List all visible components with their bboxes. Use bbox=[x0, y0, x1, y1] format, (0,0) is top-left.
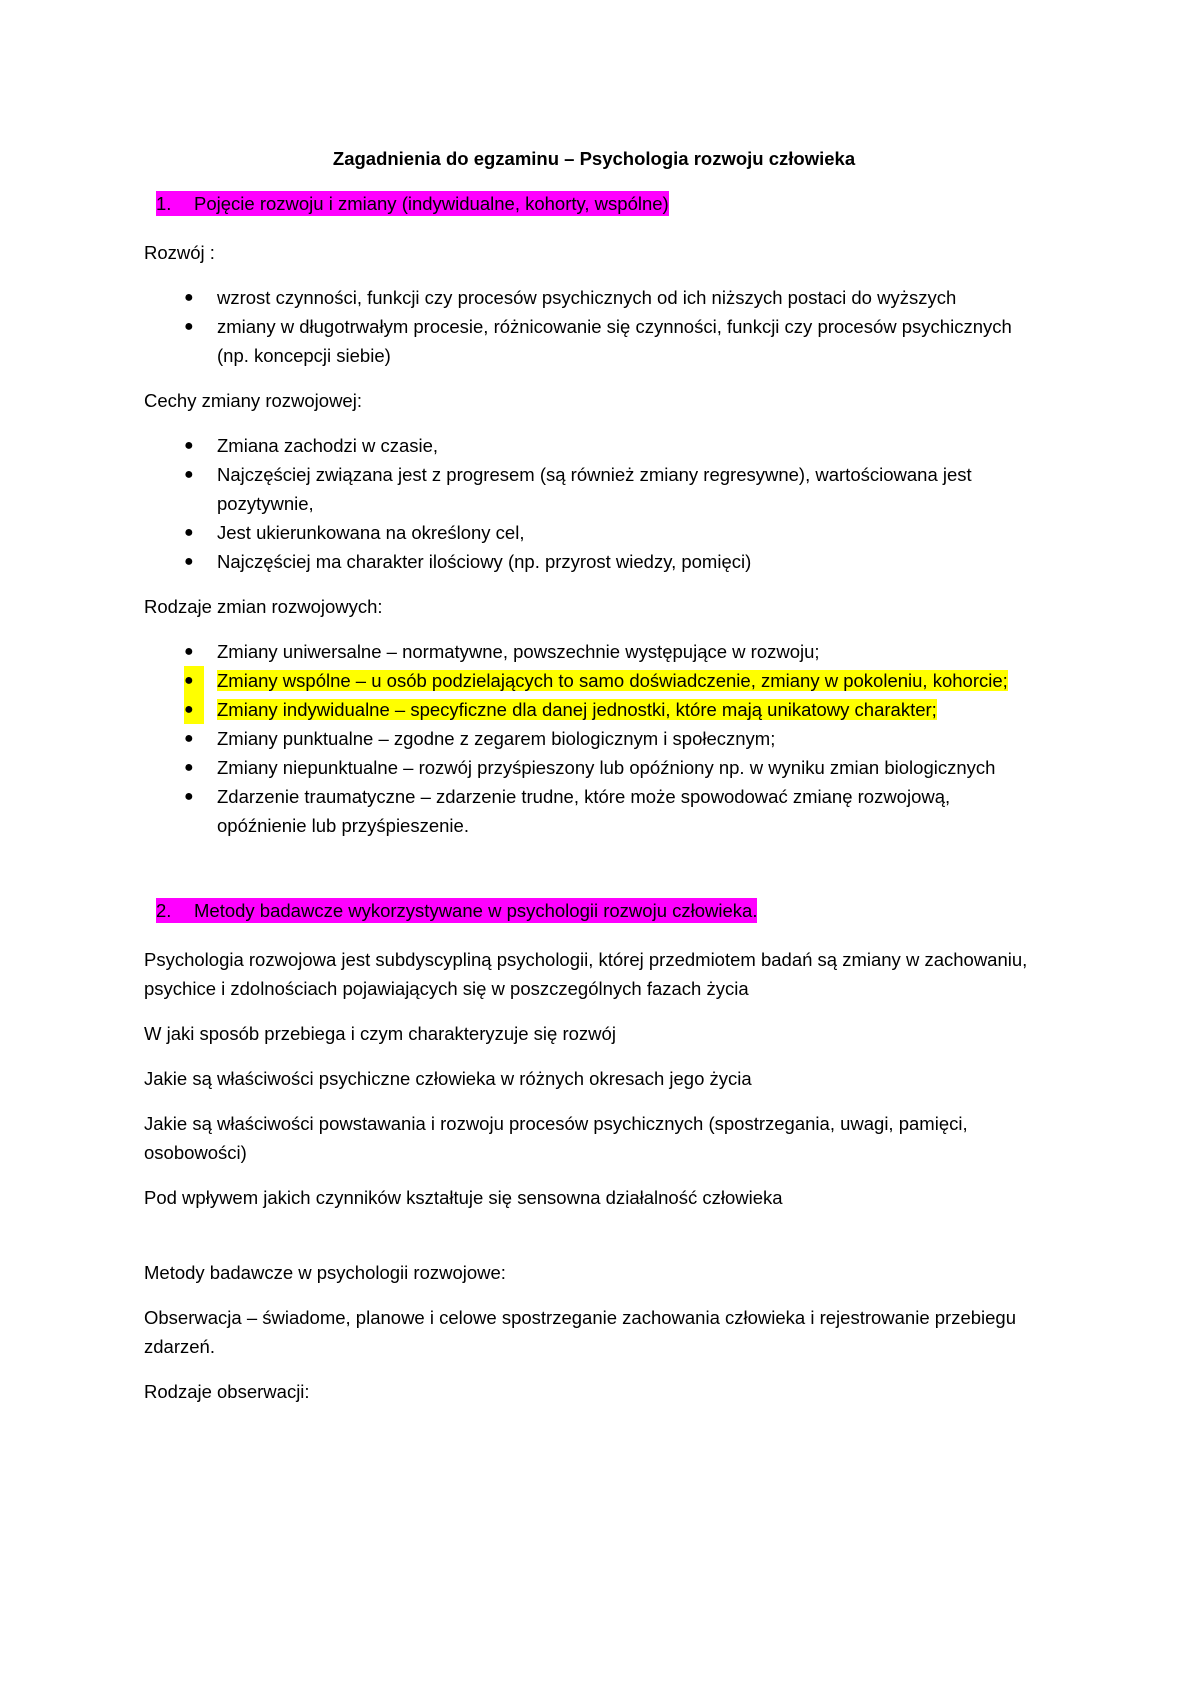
rodzaje-list bbox=[144, 637, 1044, 840]
bullet-icon: ● bbox=[184, 437, 194, 454]
rodzaje-label: Rodzaje zmian rozwojowych: bbox=[144, 596, 383, 617]
bullet-icon: ● bbox=[184, 318, 194, 335]
spacer bbox=[144, 856, 1044, 896]
section-2-heading-highlight bbox=[156, 898, 757, 923]
list-item: ● Jest ukierunkowana na określony cel, bbox=[144, 518, 1044, 547]
rodzaje-obserwacji-label: Rodzaje obserwacji: bbox=[144, 1381, 310, 1402]
bullet-icon: ● bbox=[184, 643, 194, 660]
list-item: ● Zmiany niepunktualne – rozwój przyśpieszony lub opóźniony np. w wyniku zmian biologicznych bbox=[144, 753, 1044, 782]
bullet-icon: ● bbox=[184, 730, 194, 747]
section-1-heading-text: Pojęcie rozwoju i zmiany (indywidualne, kohorty, wspólne) bbox=[194, 193, 669, 214]
list-item: ● Najczęściej ma charakter ilościowy (np. przyrost wiedzy, pomięci) bbox=[144, 547, 1044, 576]
bullet-icon: ● bbox=[184, 759, 194, 776]
spacer bbox=[144, 1228, 1044, 1258]
cechy-label: Cechy zmiany rozwojowej: bbox=[144, 390, 362, 411]
bullet-icon: ● bbox=[184, 289, 194, 306]
bullet-icon: ● bbox=[184, 466, 194, 483]
bullet-icon: ● bbox=[184, 524, 194, 541]
rozwoj-list bbox=[144, 283, 1044, 370]
section-2-paragraph: Jakie są właściwości psychiczne człowieka w różnych okresach jego życia bbox=[144, 1068, 752, 1089]
cechy-list bbox=[144, 431, 1044, 576]
document-title: Zagadnienia do egzaminu – Psychologia rozwoju człowieka bbox=[332, 148, 856, 169]
section-2-heading-text: Metody badawcze wykorzystywane w psychologii rozwoju człowieka. bbox=[194, 900, 758, 921]
section-2-paragraph: Pod wpływem jakich czynników kształtuje się sensowna działalność człowieka bbox=[144, 1187, 783, 1208]
list-item: ● wzrost czynności, funkcji czy procesów psychicznych od ich niższych postaci do wyższych bbox=[144, 283, 1044, 312]
list-item: ● Najczęściej związana jest z progresem (są również zmiany regresywne), wartościowana jest pozytywnie, bbox=[144, 460, 1044, 518]
section-2-paragraph: Psychologia rozwojowa jest subdyscypliną psychologii, której przedmiotem badań są zmiany w zachowaniu, psychice i zdolnościach pojawiających się w poszczególnych fazach życia bbox=[144, 949, 1028, 999]
list-item: ● zmiany w długotrwałym procesie, różnicowanie się czynności, funkcji czy procesów psychicznych (np. koncepcji siebie) bbox=[144, 312, 1044, 370]
section-2-paragraph: W jaki sposób przebiega i czym charakteryzuje się rozwój bbox=[144, 1023, 616, 1044]
metody-label: Metody badawcze w psychologii rozwojowe: bbox=[144, 1262, 506, 1283]
obserwacja-paragraph: Obserwacja – świadome, planowe i celowe spostrzeganie zachowania człowieka i rejestrowanie przebiegu zdarzeń. bbox=[144, 1307, 1017, 1357]
list-item-highlighted: ● Zmiany wspólne – u osób podzielających to samo doświadczenie, zmiany w pokoleniu, kohorcie; bbox=[144, 666, 1044, 695]
list-item: ● Zmiana zachodzi w czasie, bbox=[144, 431, 1044, 460]
section-1-number: 1. bbox=[156, 193, 172, 214]
section-2-paragraph: Jakie są właściwości powstawania i rozwoju procesów psychicznych (spostrzegania, uwagi, pamięci, osobowości) bbox=[144, 1113, 968, 1163]
section-2-number: 2. bbox=[156, 900, 172, 921]
list-item: ● Zmiany punktualne – zgodne z zegarem biologicznym i społecznym; bbox=[144, 724, 1044, 753]
section-2-heading bbox=[156, 896, 1044, 925]
bullet-icon: ● bbox=[184, 666, 204, 695]
section-1-heading bbox=[156, 189, 1044, 218]
list-item: ● Zmiany uniwersalne – normatywne, powszechnie występujące w rozwoju; bbox=[144, 637, 1044, 666]
rozwoj-label: Rozwój : bbox=[144, 242, 215, 263]
bullet-icon: ● bbox=[184, 553, 194, 570]
list-item-highlighted: ● Zmiany indywidualne – specyficzne dla danej jednostki, które mają unikatowy charakter; bbox=[144, 695, 1044, 724]
document-content bbox=[144, 144, 1044, 1422]
section-1-heading-highlight bbox=[156, 191, 669, 216]
bullet-icon: ● bbox=[184, 788, 194, 805]
list-item: ● Zdarzenie traumatyczne – zdarzenie trudne, które może spowodować zmianę rozwojową, opóźnienie lub przyśpieszenie. bbox=[144, 782, 1044, 840]
bullet-icon: ● bbox=[184, 695, 204, 724]
